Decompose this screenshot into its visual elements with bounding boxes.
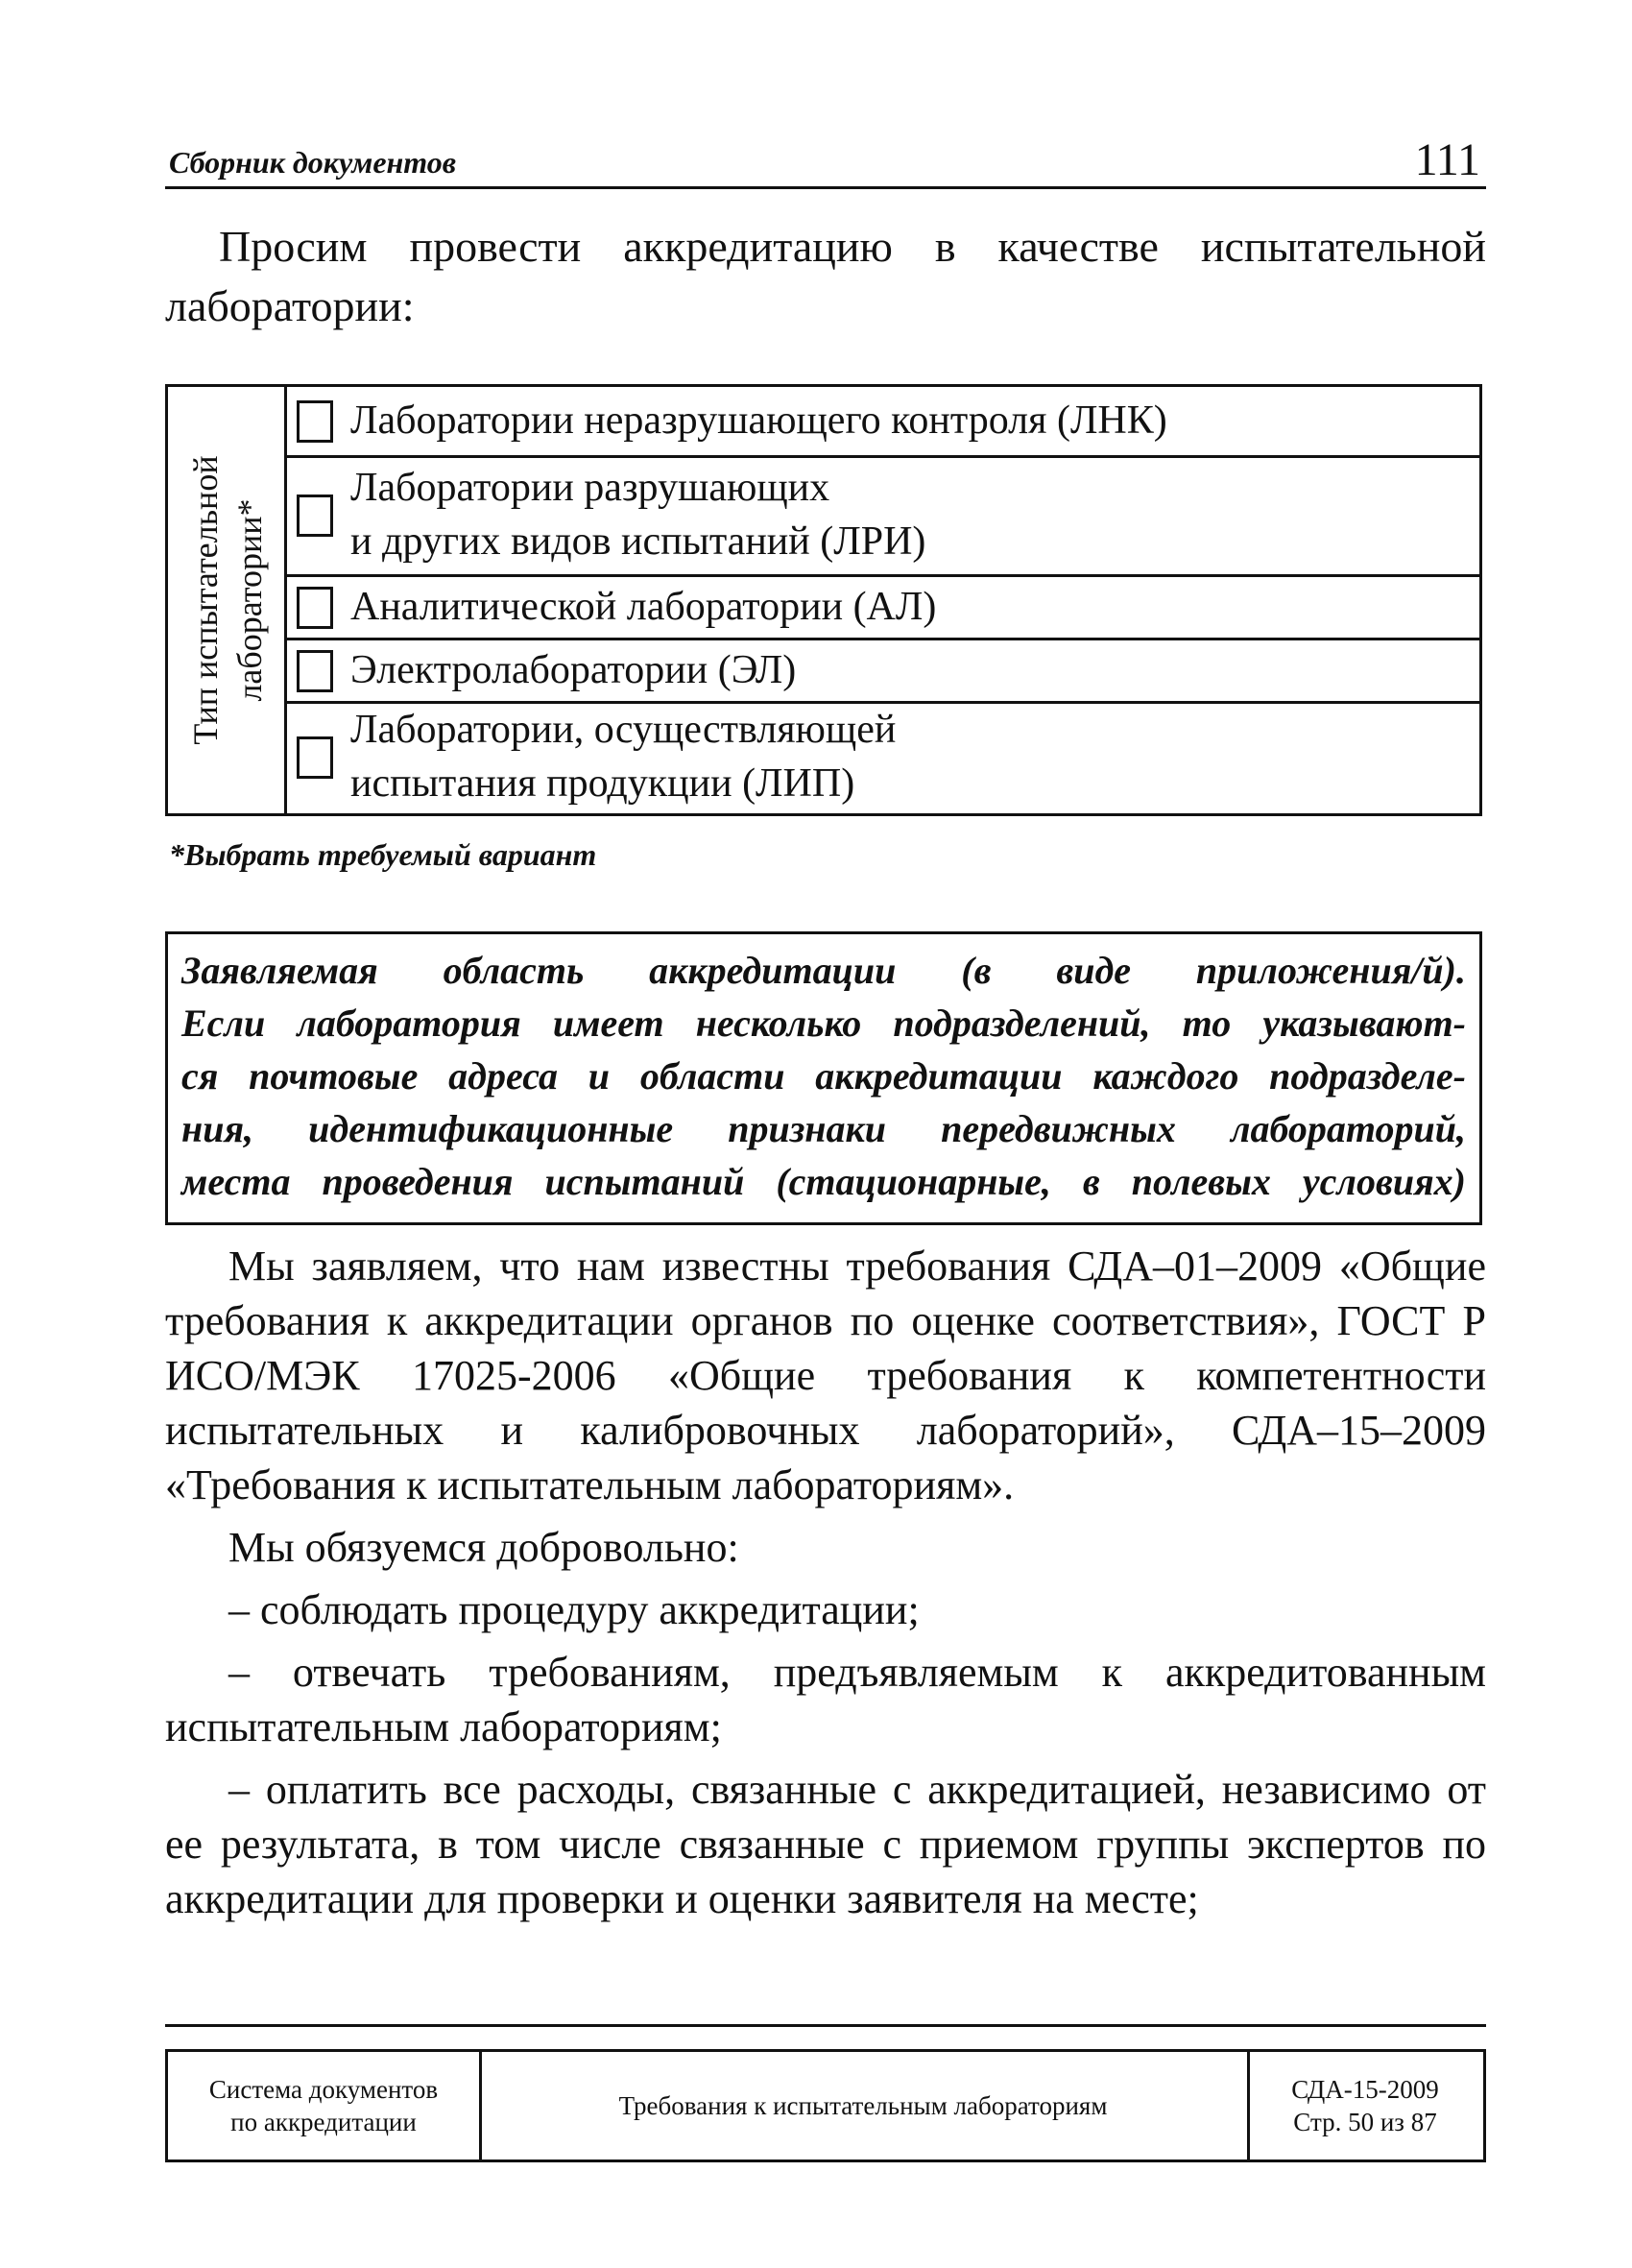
footer-divider [165, 2024, 1486, 2027]
lab-option-al[interactable] [287, 577, 1479, 640]
lab-option-label-cont: испытания продукции (ЛИП) [350, 761, 855, 806]
lab-option-label: Электролаборатории (ЭЛ) [350, 648, 797, 692]
scope-line-4: ния, идентификационные признаки передвижных лабораторий, [181, 1107, 1466, 1150]
scope-line-1: Заявляемая область аккредитации (в виде приложения/й). [181, 949, 1466, 992]
paragraph-obligation-1: – соблюдать процедуру аккредитации; [228, 1586, 920, 1633]
checkbox-icon[interactable] [297, 650, 333, 692]
paragraph-obligations-intro: Мы обязуемся добровольно: [228, 1524, 739, 1571]
footer-doc-title: Требования к испытательным лабораториям [479, 2052, 1250, 2159]
intro-line-2: лаборатории: [165, 281, 415, 330]
lab-type-side-label [183, 455, 272, 744]
lab-option-label: Лаборатории, осуществляющей [350, 708, 897, 752]
collection-title: Сборник документов [169, 145, 457, 180]
intro-text [165, 217, 1486, 336]
footer-page-ref: Стр. 50 из 87 [1293, 2108, 1437, 2136]
lab-option-label: Аналитической лаборатории (АЛ) [350, 585, 937, 629]
paragraph-obligation-2: – отвечать требованиям, предъявляемым к аккредитованным испытательным лабораториям; [165, 1649, 1486, 1750]
scope-line-2: Если лаборатория имеет несколько подразделений, то указывают- [181, 1001, 1466, 1045]
intro-line-1: Просим провести аккредитацию в качестве испытательной [219, 222, 1486, 271]
lab-type-side-column [168, 387, 287, 813]
lab-option-el[interactable] [287, 640, 1479, 704]
side-label-line-1: Тип испытательной [186, 455, 225, 745]
checkbox-icon[interactable] [297, 400, 333, 443]
footer-system-line-1: Система документов [208, 2075, 439, 2104]
page-header [165, 115, 1486, 189]
checkbox-icon[interactable] [297, 495, 333, 537]
footer-doc-code [1247, 2052, 1483, 2159]
checkbox-icon[interactable] [297, 736, 333, 779]
side-label-line-2: лаборатории* [230, 498, 269, 702]
lab-option-lri[interactable] [287, 458, 1479, 577]
page-footer [165, 2049, 1486, 2162]
page-number: 111 [1414, 134, 1480, 185]
scope-line-3: ся почтовые адреса и области аккредитации каждого подразделе- [181, 1054, 1466, 1098]
body-text [165, 1239, 1486, 1926]
lab-type-options [287, 387, 1479, 813]
footer-system [168, 2052, 482, 2159]
checkbox-icon[interactable] [297, 587, 333, 629]
footer-code: СДА-15-2009 [1291, 2075, 1439, 2104]
lab-option-lip[interactable] [287, 704, 1479, 813]
footer-system-line-2: по аккредитации [230, 2108, 417, 2136]
declared-scope-box [165, 931, 1482, 1225]
paragraph-obligation-3: – оплатить все расходы, связанные с аккредитацией, независимо от ее результата, в том числе связанные с приемом группы экспертов по аккредитации для проверки и оценки заявителя на месте; [165, 1766, 1486, 1922]
paragraph-declaration: Мы заявляем, что нам известны требования СДА–01–2009 «Общие требования к аккредитации органов по оценке соответствия», ГОСТ Р ИСО/МЭК 17025-2006 «Общие требования к компетентности испытательных и калибровочных лабораторий», СДА–15–2009 «Требования к испытательным лабораториям». [165, 1243, 1486, 1508]
lab-option-lnk[interactable] [287, 387, 1479, 458]
table-footnote: *Выбрать требуемый вариант [169, 837, 597, 872]
lab-option-label: Лаборатории разрушающих [350, 466, 830, 510]
lab-option-label-cont: и других видов испытаний (ЛРИ) [350, 519, 926, 564]
scope-line-5: места проведения испытаний (стационарные, в полевых условиях) [181, 1160, 1466, 1203]
lab-option-label: Лаборатории неразрушающего контроля (ЛНК) [350, 398, 1167, 443]
lab-type-table [165, 384, 1482, 816]
